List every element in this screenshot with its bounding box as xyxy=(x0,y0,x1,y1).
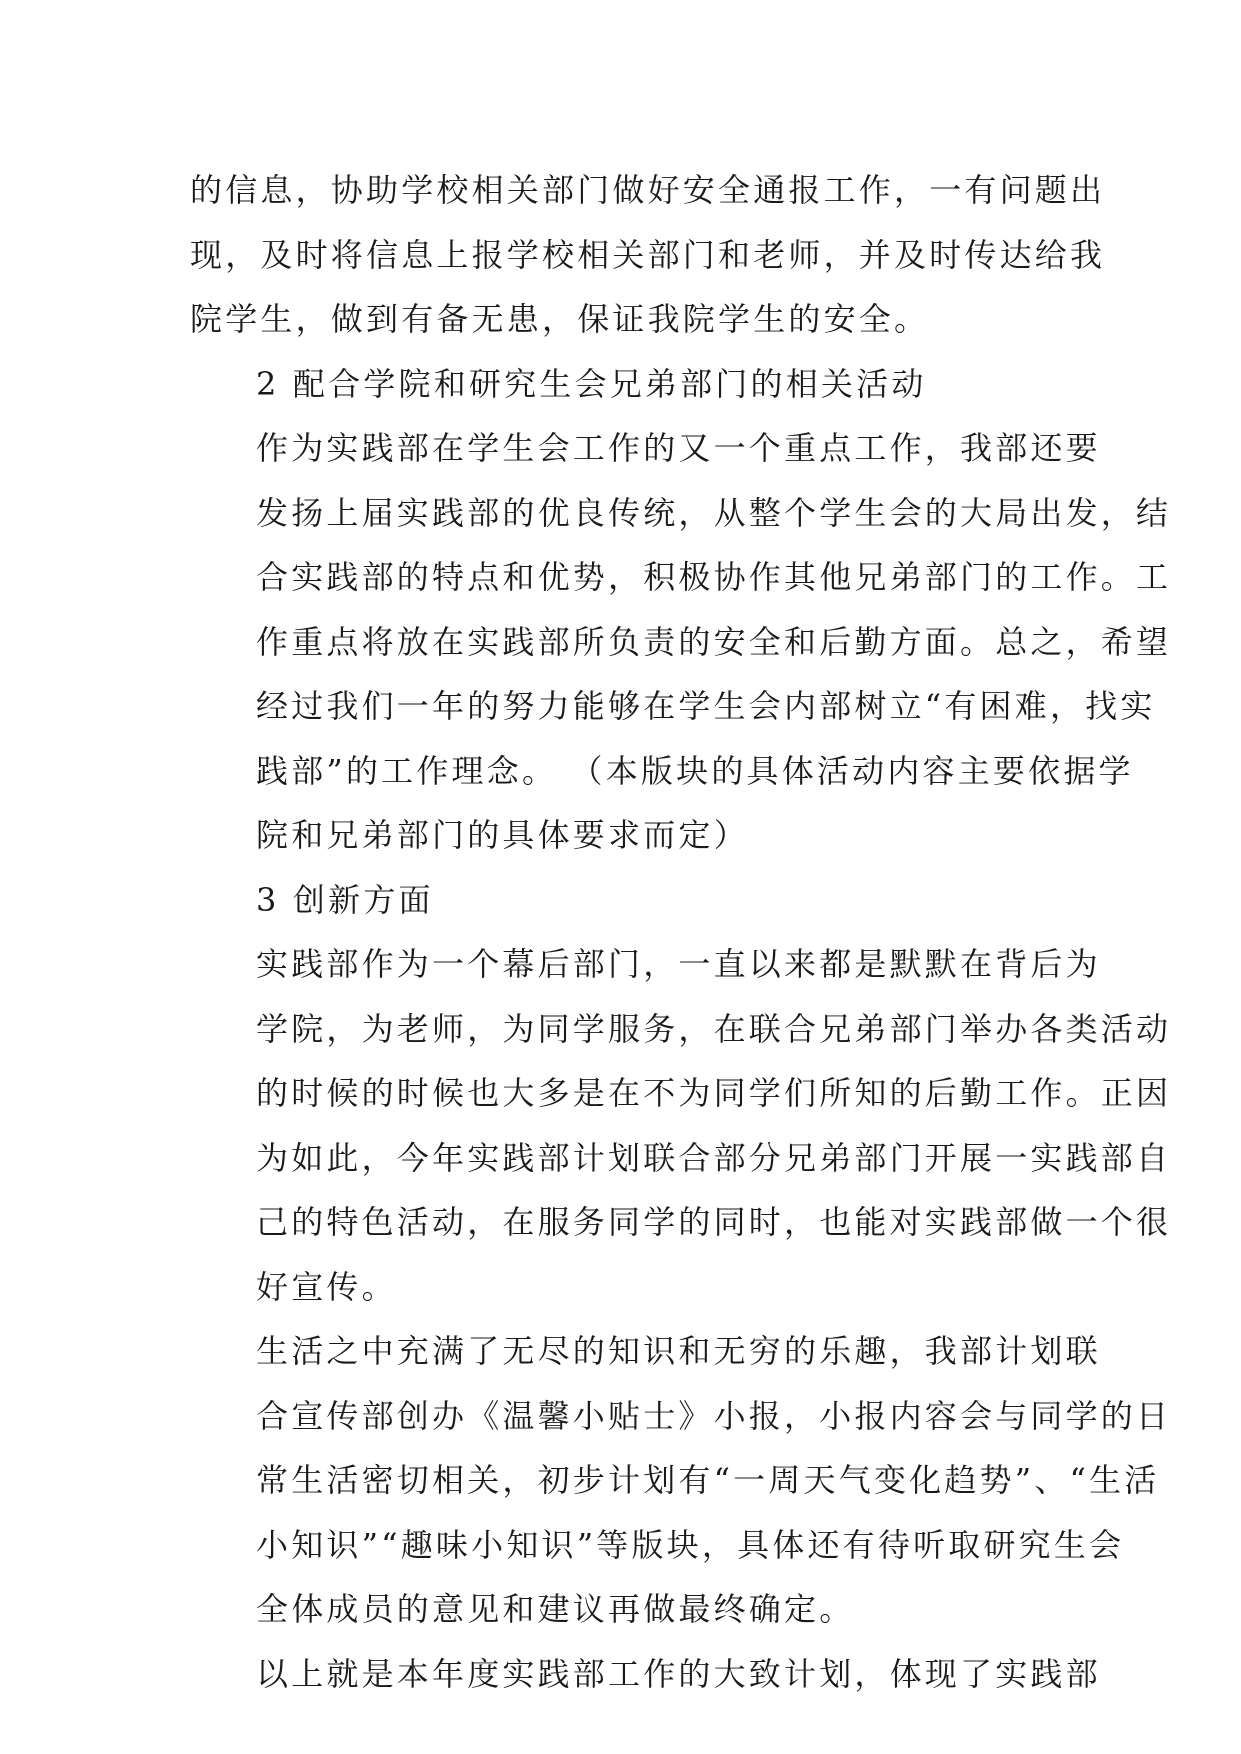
text-line: 2 配合学院和研究生会兄弟部门的相关活动 xyxy=(256,364,927,403)
text-line: 3 创新方面 xyxy=(256,880,434,919)
text-line: 为如此，今年实践部计划联合部分兄弟部门开展一实践部自 xyxy=(256,1138,1172,1177)
text-line: 好宣传。 xyxy=(256,1267,397,1306)
text-line: 己的特色活动，在服务同学的同时，也能对实践部做一个很 xyxy=(256,1203,1172,1241)
text-line: 实践部作为一个幕后部门，一直以来都是默默在背后为 xyxy=(256,945,1101,983)
text-line: 践部”的工作理念。 （本版块的具体活动内容主要依据学 xyxy=(256,751,1134,790)
text-line: 发扬上届实践部的优良传统，从整个学生会的大局出发，结 xyxy=(256,493,1172,532)
text-line: 小知识”“趣味小知识”等版块，具体还有待听取研究生会 xyxy=(256,1525,1125,1564)
text-line: 以上就是本年度实践部工作的大致计划，体现了实践部 xyxy=(256,1654,1101,1693)
paragraph xyxy=(190,868,1056,933)
paragraph xyxy=(190,1642,1101,1707)
text-line: 院和兄弟部门的具体要求而定） xyxy=(256,816,749,854)
text-line: 院学生，做到有备无患，保证我院学生的安全。 xyxy=(190,300,930,338)
text-line: 学院，为老师，为同学服务，在联合兄弟部门举办各类活动 xyxy=(256,1009,1172,1048)
text-line: 的时候的时候也大多是在不为同学们所知的后勤工作。正因 xyxy=(256,1074,1172,1112)
text-line: 生活之中充满了无尽的知识和无穷的乐趣，我部计划联 xyxy=(256,1332,1101,1370)
paragraph xyxy=(190,1319,1172,1642)
text-line: 经过我们一年的努力能够在学生会内部树立“有困难，找实 xyxy=(256,687,1156,725)
text-line: 全体成员的意见和建议再做最终确定。 xyxy=(256,1590,855,1628)
text-line: 作重点将放在实践部所负责的安全和后勤方面。总之，希望 xyxy=(256,622,1172,661)
text-line: 常生活密切相关，初步计划有“一周天气变化趋势”、“生活 xyxy=(256,1461,1160,1499)
text-line: 合宣传部创办《温馨小贴士》小报，小报内容会与同学的日 xyxy=(256,1396,1172,1435)
document-body xyxy=(190,158,1172,1706)
paragraph xyxy=(190,932,1172,1319)
paragraph xyxy=(190,158,1106,352)
text-line: 现，及时将信息上报学校相关部门和老师，并及时传达给我 xyxy=(190,235,1106,274)
text-line: 的信息，协助学校相关部门做好安全通报工作，一有问题出 xyxy=(190,171,1106,209)
text-line: 作为实践部在学生会工作的又一个重点工作，我部还要 xyxy=(256,429,1101,467)
paragraph xyxy=(190,352,1056,417)
text-line: 合实践部的特点和优势，积极协作其他兄弟部门的工作。工 xyxy=(256,558,1172,596)
paragraph xyxy=(190,416,1172,868)
